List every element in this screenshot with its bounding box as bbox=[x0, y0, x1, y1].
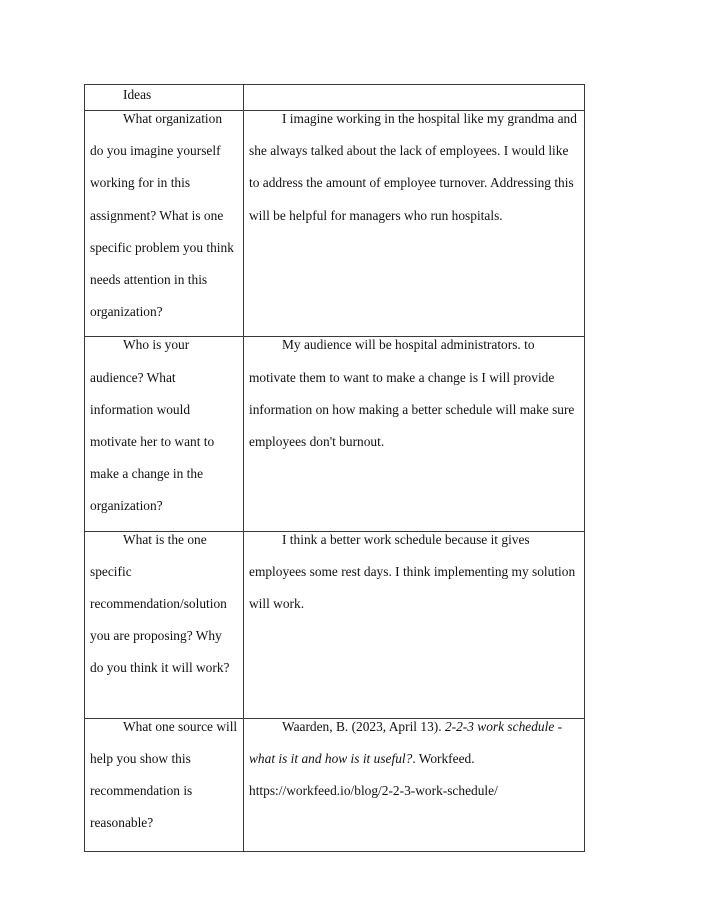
answer-cell bbox=[244, 337, 585, 531]
table-row bbox=[85, 111, 585, 337]
citation-publisher: . Workfeed. bbox=[412, 750, 475, 766]
table-row bbox=[85, 337, 585, 531]
question-text: What is the one specific recommendation/solution you are proposing? Why do you think it will work? bbox=[90, 531, 230, 676]
question-cell bbox=[85, 111, 244, 337]
citation-title: 2-2-3 work schedule - what is it and how is it useful? bbox=[249, 718, 563, 766]
answer-text: I think a better work schedule because it gives employees some rest days. I think implementing my solution will work. bbox=[249, 531, 576, 612]
question-text: Who is your audience? What information would motivate her to want to make a change in the organization? bbox=[90, 337, 215, 514]
answer-text: I imagine working in the hospital like my grandma and she always talked about the lack of employees. I would like to address the amount of employee turnover. Addressing this will be helpful for managers who run hospitals. bbox=[249, 111, 577, 223]
citation-author: Waarden, B. (2023, April 13). bbox=[282, 718, 442, 734]
answer-cell bbox=[244, 531, 585, 718]
table-row bbox=[85, 718, 585, 851]
ideas-table bbox=[84, 84, 585, 852]
citation-url: https://workfeed.io/blog/2-2-3-work-schedule/ bbox=[249, 783, 498, 799]
question-cell bbox=[85, 718, 244, 851]
answer-cell bbox=[244, 111, 585, 337]
question-cell bbox=[85, 531, 244, 718]
question-text: What organization do you imagine yourself working for in this assignment? What is one specific problem you think needs attention in this organization? bbox=[90, 111, 234, 320]
header-label: Ideas bbox=[123, 87, 152, 102]
answer-text: My audience will be hospital administrators. to motivate them to want to make a change is I will provide information on how making a better schedule will make sure employees don't burnout. bbox=[249, 337, 575, 450]
question-cell bbox=[85, 337, 244, 531]
answer-cell bbox=[244, 718, 585, 851]
question-text: What one source will help you show this recommendation is reasonable? bbox=[90, 718, 238, 831]
table-row bbox=[85, 531, 585, 718]
